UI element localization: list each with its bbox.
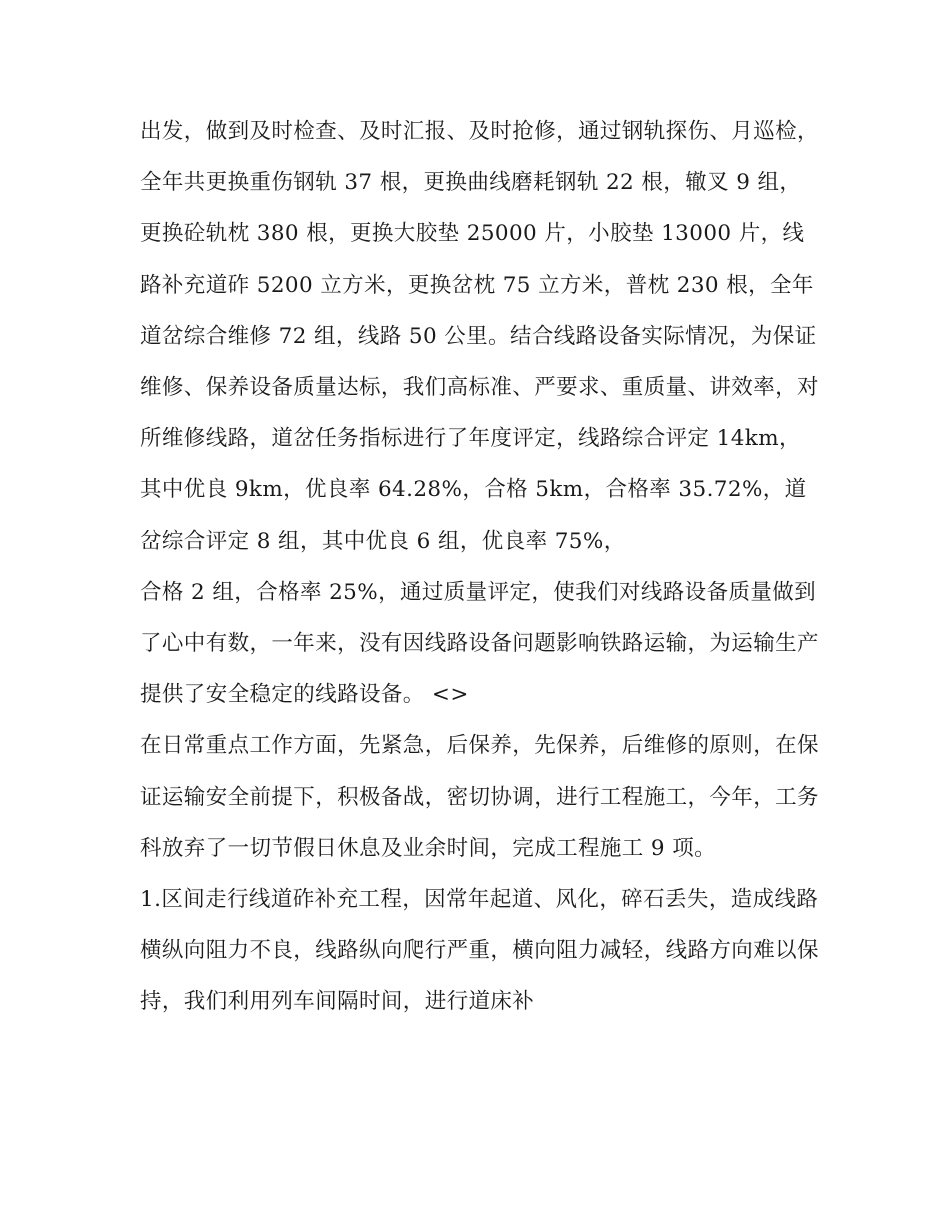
- paragraph-daily-work: 在日常重点工作方面，先紧急，后保养，先保养，后维修的原则，在保证运输安全前提下，积极备战，密切协调，进行工程施工，今年，工务科放弃了一切节假日休息及业余时间，完成工程施工 9 项。: [140, 733, 819, 861]
- document-body: [140, 106, 820, 1028]
- paragraph-quality-evaluation: 合格 2 组，合格率 25%，通过质量评定，使我们对线路设备质量做到了心中有数，一年来，没有因线路设备问题影响铁路运输，为运输生产提供了安全稳定的线路设备。 <>: [140, 579, 819, 708]
- paragraph-ballast-project: 1.区间走行线道砟补充工程，因常年起道、风化，碎石丢失，造成线路横纵向阻力不良，线路纵向爬行严重，横向阻力减轻，线路方向难以保持，我们利用列车间隔时间，进行道床补: [140, 887, 819, 1015]
- paragraph-track-maintenance: 出发，做到及时检查、及时汇报、及时抢修，通过钢轨探伤、月巡检，全年共更换重伤钢轨 37 根，更换曲线磨耗钢轨 22 根，辙叉 9 组，更换砼轨枕 380 根，更换大胶垫 25000 片，小胶垫 13000 片，线路补充道砟 5200 立方米，更换岔枕 75 立方米，普枕 230 根，全年道岔综合维修 72 组，线路 50 公里。结合线路设备实际情况，为保证维修、保养设备质量达标，我们高标准、严要求、重质量、讲效率，对所维修线路，道岔任务指标进行了年度评定，线路综合评定 14km，其中优良 9km，优良率 64.28%，合格 5km，合格率 35.72%，道岔综合评定 8 组，其中优良 6 组，优良率 75%，: [140, 119, 819, 554]
